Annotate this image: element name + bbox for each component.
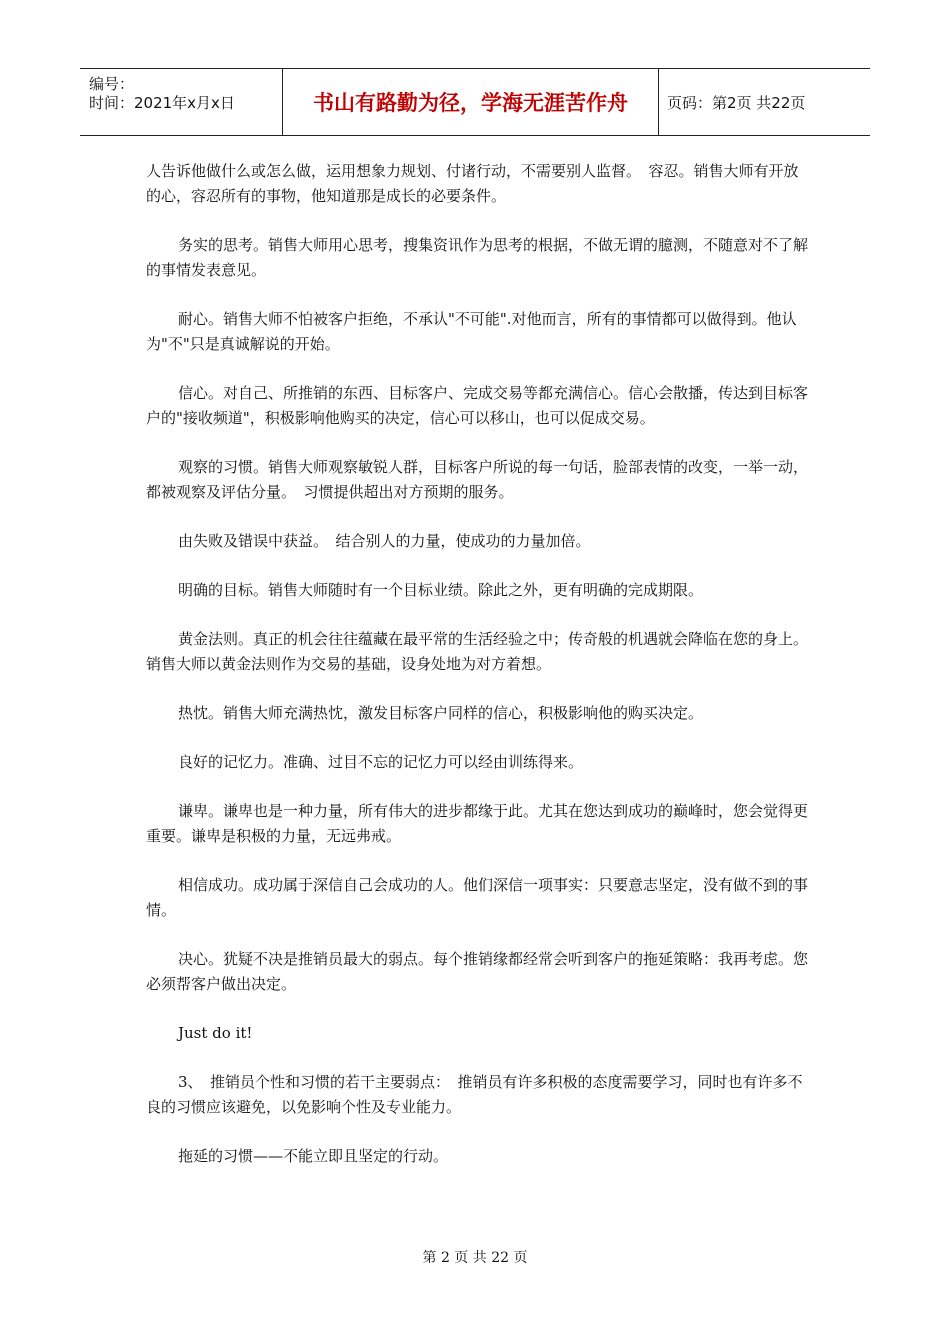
paragraph: 务实的思考。销售大师用心思考，搜集资讯作为思考的根据，不做无谓的臆测，不随意对不了解的事情发表意见。 bbox=[146, 236, 809, 279]
paragraph: 明确的目标。销售大师随时有一个目标业绩。除此之外，更有明确的完成期限。 bbox=[178, 581, 704, 599]
page-footer: 第 2 页 共 22 页 bbox=[422, 1250, 528, 1266]
doc-number-label: 编号： bbox=[89, 75, 135, 93]
header-motto: 书山有路勤为径，学海无涯苦作舟 bbox=[282, 69, 659, 135]
paragraph: 观察的习惯。销售大师观察敏锐人群，目标客户所说的每一句话，脸部表情的改变，一举一动，都被观察及评估分量。 习惯提供超出对方预期的服务。 bbox=[146, 458, 809, 501]
paragraph: 热忱。销售大师充满热忱，激发目标客户同样的信心，积极影响他的购买决定。 bbox=[178, 704, 704, 722]
paragraph: 决心。犹疑不决是推销员最大的弱点。每个推销缘都经常会听到客户的拖延策略：我再考虑。您必须帮客户做出决定。 bbox=[146, 950, 809, 993]
paragraph: 谦卑。谦卑也是一种力量，所有伟大的进步都缘于此。尤其在您达到成功的巅峰时，您会觉得更重要。谦卑是积极的力量，无远弗戒。 bbox=[146, 802, 809, 845]
paragraph: 人告诉他做什么或怎么做，运用想象力规划、付诸行动，不需要别人监督。 容忍。销售大师有开放的心，容忍所有的事物，他知道那是成长的必要条件。 bbox=[146, 162, 799, 205]
paragraph: 信心。对自己、所推销的东西、目标客户、完成交易等都充满信心。信心会散播，传达到目标客户的"接收频道"，积极影响他购买的决定，信心可以移山，也可以促成交易。 bbox=[146, 384, 809, 427]
paragraph: 由失败及错误中获益。 结合别人的力量，使成功的力量加倍。 bbox=[178, 532, 591, 550]
paragraph: 黄金法则。真正的机会往往蕴藏在最平常的生活经验之中；传奇般的机遇就会降临在您的身上。销售大师以黄金法则作为交易的基础，设身处地为对方着想。 bbox=[146, 630, 809, 673]
paragraph: 3、 推销员个性和习惯的若干主要弱点： 推销员有许多积极的态度需要学习，同时也有许多不良的习惯应该避免，以免影响个性及专业能力。 bbox=[146, 1073, 803, 1116]
paragraph: 拖延的习惯——不能立即且坚定的行动。 bbox=[178, 1147, 449, 1165]
document-body bbox=[146, 159, 810, 1193]
header-meta bbox=[80, 69, 282, 135]
paragraph: 耐心。销售大师不怕被客户拒绝，不承认"不可能".对他而言，所有的事情都可以做得到。他认为"不"只是真诚解说的开始。 bbox=[146, 310, 797, 353]
header-page-info: 页码：第2页 共22页 bbox=[667, 93, 806, 112]
paragraph: 良好的记忆力。准确、过目不忘的记忆力可以经由训练得来。 bbox=[178, 753, 584, 771]
paragraph: Just do it! bbox=[178, 1024, 253, 1042]
date-line: 时间：2021年x月x日 bbox=[89, 94, 235, 112]
page-header bbox=[80, 68, 870, 136]
paragraph: 相信成功。成功属于深信自己会成功的人。他们深信一项事实：只要意志坚定，没有做不到的事情。 bbox=[146, 876, 809, 919]
